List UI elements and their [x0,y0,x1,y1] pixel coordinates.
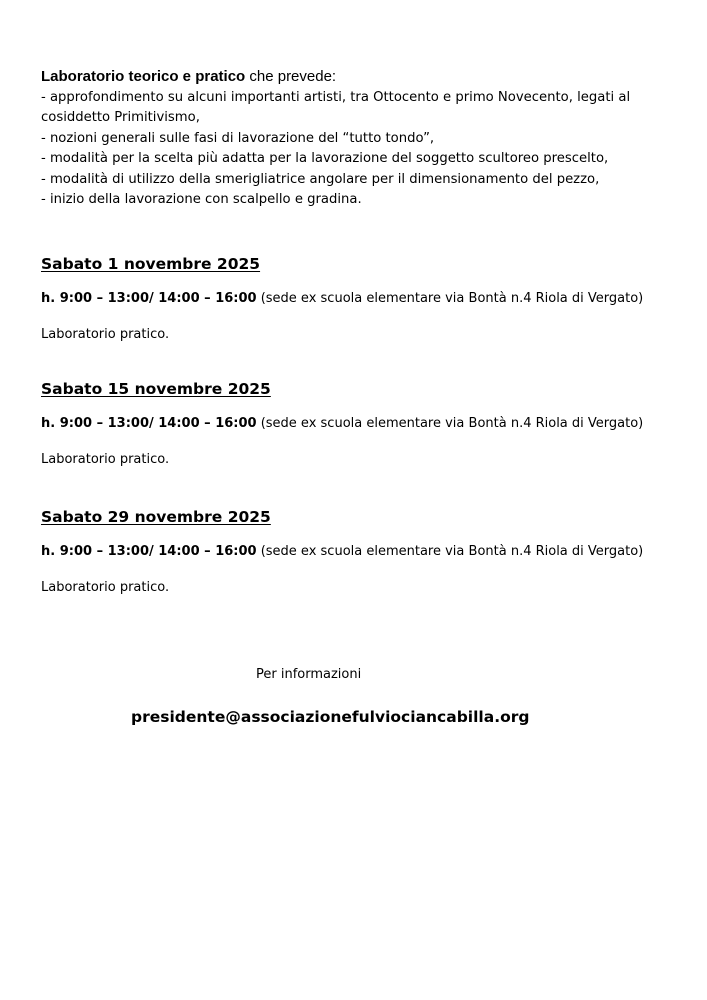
contact-email-link[interactable]: presidente@associazionefulviociancabilla.org [131,708,530,726]
session-note: Laboratorio pratico. [41,327,170,342]
session-title: Sabato 15 novembre 2025 [41,380,271,398]
intro-section [41,67,681,211]
session-time-hours: h. 9:00 – 13:00/ 14:00 – 16:00 [41,291,257,306]
intro-bullet-line: - nozioni generali sulle fasi di lavorazione del “tutto tondo”, [41,130,435,146]
session-time-location: (sede ex scuola elementare via Bontà n.4 Riola di Vergato) [256,544,644,559]
session-time-hours: h. 9:00 – 13:00/ 14:00 – 16:00 [41,544,257,559]
session-title: Sabato 1 novembre 2025 [41,255,261,273]
session-time [41,291,691,306]
session-time-location: (sede ex scuola elementare via Bontà n.4 Riola di Vergato) [256,416,644,431]
info-label: Per informazioni [256,667,362,682]
intro-bullet-line: - modalità di utilizzo della smerigliatrice angolare per il dimensionamento del pezzo, [41,171,600,187]
intro-bullet-line: - modalità per la scelta più adatta per la lavorazione del soggetto scultoreo prescelto, [41,151,609,166]
session-time-location: (sede ex scuola elementare via Bontà n.4 Riola di Vergato) [256,291,644,306]
intro-heading-rest: che prevede: [245,68,337,85]
session-block [41,380,691,467]
session-time-hours: h. 9:00 – 13:00/ 14:00 – 16:00 [41,416,257,431]
session-title: Sabato 29 novembre 2025 [41,508,271,526]
session-note: Laboratorio pratico. [41,452,170,467]
intro-bullet-line: - approfondimento su alcuni importanti artisti, tra Ottocento e primo Novecento, legati al [41,89,631,105]
session-block [41,508,691,595]
session-time [41,416,691,431]
intro-bullet-line: - inizio della lavorazione con scalpello e gradina. [41,192,362,207]
intro-bullet-line: cosiddetto Primitivismo, [41,110,200,125]
session-note: Laboratorio pratico. [41,580,170,595]
intro-heading [41,67,681,88]
session-block [41,255,691,342]
session-time [41,544,691,559]
intro-heading-bold: Laboratorio teorico e pratico [41,68,246,85]
